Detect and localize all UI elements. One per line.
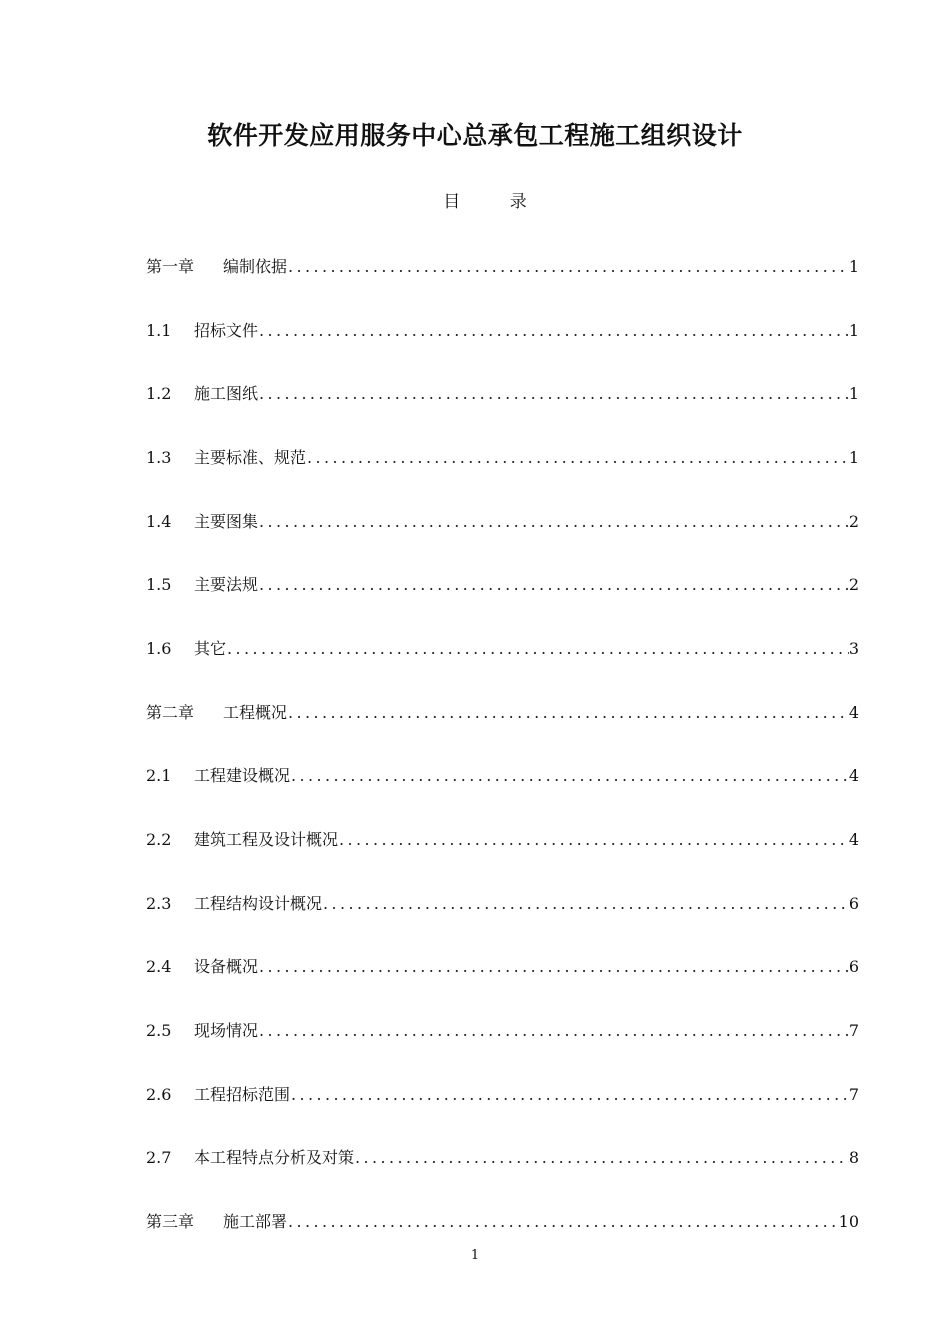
toc-dot-leader [288, 255, 849, 278]
toc-entry-number: 1.2 [146, 384, 172, 404]
toc-entry[interactable] [146, 319, 859, 342]
toc-entry-number: 第三章 [146, 1211, 195, 1231]
toc-dot-leader [355, 1146, 849, 1169]
toc-entry-page: 3 [848, 638, 859, 658]
toc-entry-number: 1.5 [146, 575, 172, 595]
toc-entry-number: 2.1 [146, 766, 172, 786]
toc-entry-title: 主要图集 [194, 511, 259, 531]
toc-entry-title: 施工部署 [223, 1211, 288, 1231]
toc-entry-number: 1.3 [146, 447, 172, 467]
toc-entry-number: 2.6 [146, 1084, 172, 1104]
toc-entry-title: 主要标准、规范 [194, 447, 307, 467]
toc-entry-title: 编制依据 [223, 257, 288, 276]
toc-entry-number: 第一章 [146, 257, 195, 276]
toc-dot-leader [288, 701, 849, 724]
page-number: 1 [470, 1248, 480, 1263]
toc-entry[interactable] [146, 382, 859, 405]
toc-dot-leader [339, 828, 849, 851]
toc-dot-leader [227, 637, 849, 660]
toc-dot-leader [307, 446, 849, 469]
toc-entry-page: 10 [838, 1211, 859, 1231]
toc-entry-page: 1 [848, 384, 859, 404]
toc-entry-page: 2 [848, 511, 859, 531]
toc-entry-page: 1 [848, 447, 859, 467]
toc-entry-title: 工程建设概况 [194, 766, 291, 786]
toc-entry[interactable] [146, 828, 859, 851]
toc-entry[interactable] [146, 637, 859, 660]
toc-entry-number: 2.5 [146, 1020, 172, 1040]
table-of-contents [146, 255, 859, 1274]
toc-entry[interactable] [146, 1083, 859, 1106]
toc-entry-page: 8 [848, 1148, 859, 1168]
toc-entry-number: 2.3 [146, 893, 172, 913]
toc-dot-leader [288, 1210, 839, 1233]
toc-entry-page: 7 [848, 1020, 859, 1040]
toc-entry[interactable] [146, 1019, 859, 1042]
toc-entry-title: 主要法规 [194, 575, 259, 595]
toc-entry-number: 2.4 [146, 957, 172, 977]
toc-entry-title: 其它 [194, 638, 227, 658]
toc-entry-title: 设备概况 [194, 957, 259, 977]
toc-entry-number: 1.1 [146, 320, 172, 340]
toc-entry[interactable] [146, 764, 859, 787]
toc-entry-title: 建筑工程及设计概况 [194, 829, 339, 849]
toc-heading: 目 录 [443, 192, 549, 212]
toc-entry-page: 7 [848, 1084, 859, 1104]
toc-entry[interactable] [146, 955, 859, 978]
toc-entry[interactable] [146, 1210, 859, 1233]
toc-dot-leader [259, 955, 849, 978]
toc-entry[interactable] [146, 255, 859, 278]
toc-entry-title: 工程概况 [223, 702, 288, 722]
toc-dot-leader [259, 319, 849, 342]
toc-entry[interactable] [146, 892, 859, 915]
toc-entry-page: 6 [848, 957, 859, 977]
toc-entry-page: 1 [848, 320, 859, 340]
toc-entry[interactable] [146, 701, 859, 724]
toc-entry-title: 施工图纸 [194, 384, 259, 404]
toc-dot-leader [259, 382, 849, 405]
toc-dot-leader [291, 1083, 849, 1106]
toc-entry-title: 工程招标范围 [194, 1084, 291, 1104]
toc-entry-page: 1 [848, 257, 859, 276]
toc-dot-leader [323, 892, 849, 915]
toc-entry-page: 4 [848, 766, 859, 786]
toc-dot-leader [259, 573, 849, 596]
toc-entry-page: 4 [848, 829, 859, 849]
toc-entry-page: 2 [848, 575, 859, 595]
toc-entry-number: 2.7 [146, 1148, 172, 1168]
toc-entry-title: 现场情况 [194, 1020, 259, 1040]
toc-entry-number: 第二章 [146, 702, 195, 722]
toc-entry-number: 1.6 [146, 638, 172, 658]
toc-entry-page: 4 [848, 702, 859, 722]
toc-entry-title: 工程结构设计概况 [194, 893, 323, 913]
toc-dot-leader [259, 510, 849, 533]
toc-entry-title: 招标文件 [194, 320, 259, 340]
toc-entry[interactable] [146, 1146, 859, 1169]
toc-entry[interactable] [146, 510, 859, 533]
toc-entry-title: 本工程特点分析及对策 [194, 1148, 355, 1168]
toc-entry[interactable] [146, 573, 859, 596]
document-title: 软件开发应用服务中心总承包工程施工组织设计 [207, 121, 743, 150]
toc-entry[interactable] [146, 446, 859, 469]
toc-entry-page: 6 [848, 893, 859, 913]
toc-dot-leader [259, 1019, 849, 1042]
toc-entry-number: 1.4 [146, 511, 172, 531]
toc-dot-leader [291, 764, 849, 787]
toc-entry-number: 2.2 [146, 829, 172, 849]
